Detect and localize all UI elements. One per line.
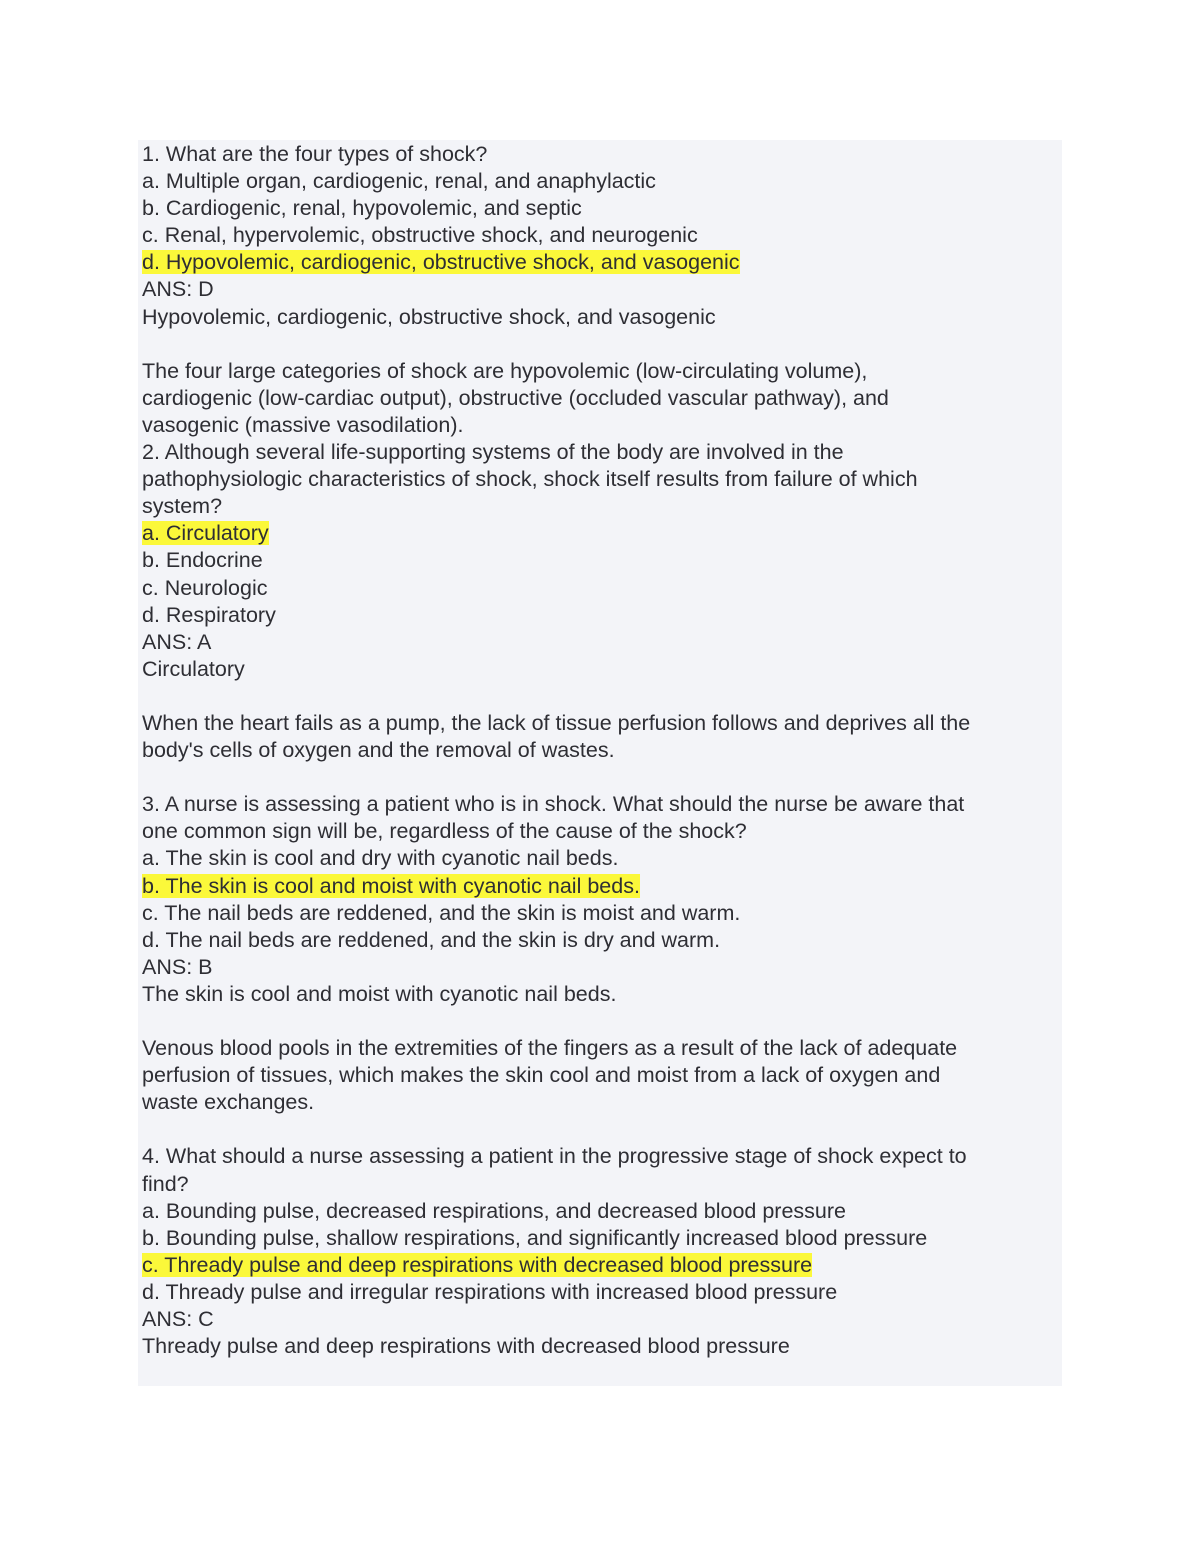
question-2-answer: ANS: A bbox=[142, 629, 212, 654]
question-1-answer: ANS: D bbox=[142, 277, 214, 302]
spacer bbox=[142, 683, 1058, 710]
question-3-answer-text: The skin is cool and moist with cyanotic nail beds. bbox=[142, 981, 617, 1006]
question-4-answer-text: Thready pulse and deep respirations with decreased blood pressure bbox=[142, 1334, 790, 1359]
question-1-option-d bbox=[142, 249, 1058, 276]
highlighted-answer: a. Circulatory bbox=[142, 521, 269, 546]
question-2-option-d: d. Respiratory bbox=[142, 602, 276, 627]
question-4-option-a: a. Bounding pulse, decreased respirations, and decreased blood pressure bbox=[142, 1198, 846, 1223]
question-2-option-c: c. Neurologic bbox=[142, 575, 268, 600]
question-1-answer-text: Hypovolemic, cardiogenic, obstructive shock, and vasogenic bbox=[142, 304, 716, 329]
question-3-option-c: c. The nail beds are reddened, and the skin is moist and warm. bbox=[142, 900, 741, 925]
question-4-answer: ANS: C bbox=[142, 1307, 214, 1332]
question-3-option-b bbox=[142, 873, 1058, 900]
question-2-rationale-line: When the heart fails as a pump, the lack of tissue perfusion follows and deprives all the bbox=[142, 710, 971, 735]
highlighted-answer: c. Thready pulse and deep respirations with decreased blood pressure bbox=[142, 1252, 813, 1277]
question-3-rationale-line: perfusion of tissues, which makes the skin cool and moist from a lack of oxygen and bbox=[142, 1063, 941, 1088]
question-3-option-a: a. The skin is cool and dry with cyanotic nail beds. bbox=[142, 846, 619, 871]
spacer bbox=[142, 1116, 1058, 1143]
spacer bbox=[142, 331, 1058, 358]
question-1-rationale-line: vasogenic (massive vasodilation). bbox=[142, 412, 464, 437]
document-body bbox=[142, 141, 1058, 1360]
question-3-rationale-line: waste exchanges. bbox=[142, 1090, 315, 1115]
question-1-text: 1. What are the four types of shock? bbox=[142, 142, 488, 166]
question-2-text: pathophysiologic characteristics of shock, shock itself results from failure of which bbox=[142, 467, 918, 492]
question-2-option-a bbox=[142, 520, 1058, 547]
highlighted-answer: d. Hypovolemic, cardiogenic, obstructive shock, and vasogenic bbox=[142, 250, 740, 275]
question-2-answer-text: Circulatory bbox=[142, 656, 245, 681]
highlighted-answer: b. The skin is cool and moist with cyanotic nail beds. bbox=[142, 873, 640, 898]
question-3-option-d: d. The nail beds are reddened, and the skin is dry and warm. bbox=[142, 927, 721, 952]
question-4-option-b: b. Bounding pulse, shallow respirations, and significantly increased blood pressure bbox=[142, 1225, 928, 1250]
question-3-answer: ANS: B bbox=[142, 954, 213, 979]
question-1-rationale-line: The four large categories of shock are hypovolemic (low-circulating volume), bbox=[142, 358, 868, 383]
question-1-option-b: b. Cardiogenic, renal, hypovolemic, and septic bbox=[142, 196, 582, 221]
question-4-option-d: d. Thready pulse and irregular respirations with increased blood pressure bbox=[142, 1279, 838, 1304]
question-2-rationale-line: body's cells of oxygen and the removal of wastes. bbox=[142, 738, 615, 763]
question-4-option-c bbox=[142, 1252, 1058, 1279]
question-2-text: 2. Although several life-supporting systems of the body are involved in the bbox=[142, 440, 844, 465]
question-3-text: one common sign will be, regardless of the cause of the shock? bbox=[142, 819, 747, 844]
question-3-rationale-line: Venous blood pools in the extremities of the fingers as a result of the lack of adequate bbox=[142, 1036, 958, 1061]
question-1-option-c: c. Renal, hypervolemic, obstructive shock, and neurogenic bbox=[142, 223, 698, 248]
question-2-text: system? bbox=[142, 494, 223, 519]
question-1-rationale-line: cardiogenic (low-cardiac output), obstructive (occluded vascular pathway), and bbox=[142, 385, 889, 410]
question-1-option-a: a. Multiple organ, cardiogenic, renal, and anaphylactic bbox=[142, 169, 656, 194]
question-3-text: 3. A nurse is assessing a patient who is in shock. What should the nurse be aware that bbox=[142, 792, 965, 817]
question-4-text: find? bbox=[142, 1171, 189, 1196]
spacer bbox=[142, 764, 1058, 791]
question-2-option-b: b. Endocrine bbox=[142, 548, 263, 573]
question-4-text: 4. What should a nurse assessing a patient in the progressive stage of shock expect to bbox=[142, 1144, 967, 1169]
spacer bbox=[142, 1008, 1058, 1035]
